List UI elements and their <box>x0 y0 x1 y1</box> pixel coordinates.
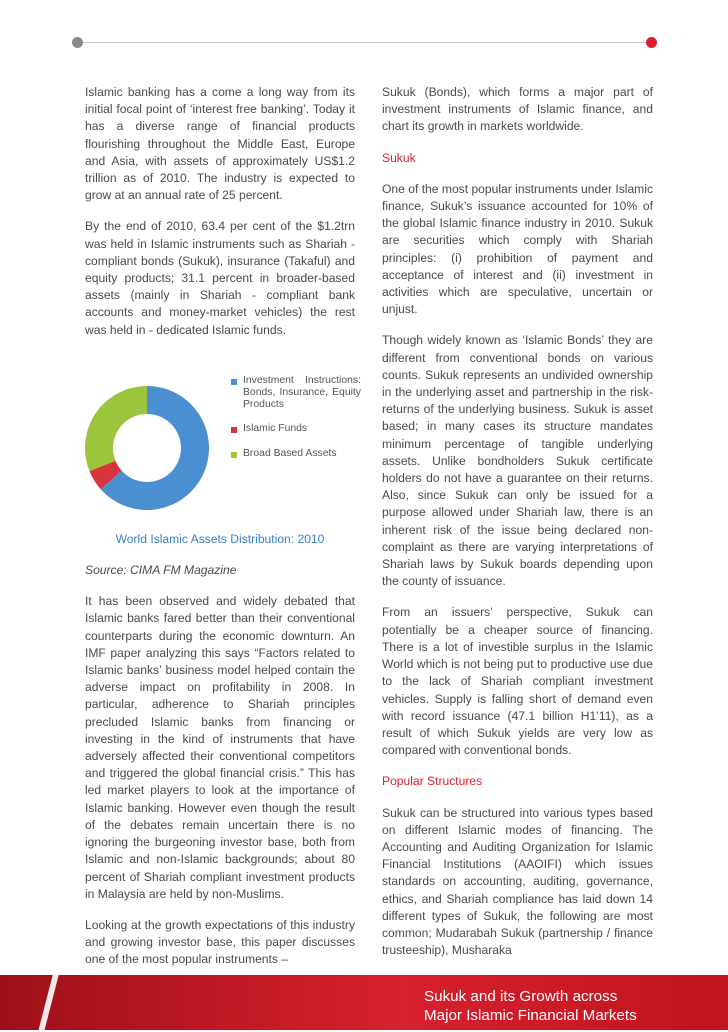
legend-item-broad <box>231 448 361 460</box>
left-paragraph-2: By the end of 2010, 63.4 per cent of the $1.2trn was held in Islamic instruments such as Shariah - compliant bonds (Sukuk), insurance (Takaful) and equity products; 31.1 percent in broader-based assets (mainly in Shariah - compliant bank accounts and money-market vehicles) the rest was held in - dedicated Islamic funds. <box>85 219 355 337</box>
heading-sukuk: Sukuk <box>382 150 416 165</box>
header-dot-left <box>72 37 83 48</box>
legend-swatch-green <box>231 452 237 458</box>
legend-item-funds <box>231 423 361 435</box>
header-dot-right <box>646 37 657 48</box>
right-paragraph-3: Though widely known as ‘Islamic Bonds’ they are different from conventional bonds on various counts. Sukuk represents an undivided ownership in the underlying asset and partnership in the risk-returns of the underlying business. Sukuk is asset based; in many cases its structure mandates minimum percentage of tangible underlying assets. Unlike bondholders Sukuk certificate holders do not have a guarantee on their returns. Also, since Sukuk can only be issued for a purpose allowed under Shariah law, there is an inherent risk of the issue being declared non-complaint as there are varying interpretations of Shariah laws by Sukuk boards depending upon the county of issuance. <box>382 333 653 589</box>
footer-slash-logo <box>38 970 60 1032</box>
header-rule <box>78 42 652 43</box>
footer-title <box>424 987 637 1025</box>
right-paragraph-1: Sukuk (Bonds), which forms a major part of investment instruments of Islamic finance, and chart its growth in markets worldwide. <box>382 85 653 134</box>
heading-popular-structures: Popular Structures <box>382 774 483 789</box>
legend-swatch-blue <box>231 379 237 385</box>
footer-title-line2: Major Islamic Financial Markets <box>424 1007 637 1024</box>
chart-caption: World Islamic Assets Distribution: 2010 <box>115 531 325 546</box>
legend-swatch-red <box>231 427 237 433</box>
left-paragraph-4: Looking at the growth expectations of this industry and growing investor base, this paper discusses one of the most popular instruments – <box>85 917 355 967</box>
right-paragraph-2: One of the most popular instruments under Islamic finance, Sukuk’s issuance accounted for 10% of the global Islamic finance industry in 2010. Sukuk are securities which comply with Shariah principles: (i) prohibition of payment and acceptance of interest and (ii) investment in activities which are speculative, uncertain or unjust. <box>382 181 653 317</box>
assets-donut-chart <box>85 365 361 531</box>
right-paragraph-4: From an issuers’ perspective, Sukuk can potentially be a cheaper source of financing. There is a lot of investible surplus in the Islamic World which is not being put to productive use due to the lack of Shariah compliant investment vehicles. Supply is falling short of demand even with record issuance (47.1 billion H1’11), as a result of which Sukuk yields are very low as compared with conventional bonds. <box>382 605 653 758</box>
left-paragraph-3: It has been observed and widely debated that Islamic banks fared better than their conventional counterparts during the economic downturn. An IMF paper analyzing this says “Factors related to Islamic banks’ business model helped contain the adverse impact on profitability in 2008. In particular, adherence to Shariah principles precluded Islamic banks from financing or investing in the kind of instruments that have adversely affected their conventional competitors and triggered the global financial crisis.” This has led market players to look at the importance of Islamic banking. However even though the result of the debates remain uncertain there is no ignoring the burgeoning investor base, both from Islamic and non-Islamic backgrounds; about 80 percent of Shariah compliant investment products in Malaysia are held by non-Muslims. <box>85 594 355 901</box>
left-column <box>85 84 361 983</box>
donut-svg <box>85 365 225 531</box>
right-column <box>382 84 653 973</box>
legend-item-investment <box>231 375 361 412</box>
right-paragraph-5: Sukuk can be structured into various types based on different Islamic modes of financing. The Accounting and Auditing Organization for Islamic Financial Institutions (AAOIFI) which issues standards on accounting, auditing, governance, ethics, and Shariah compliance has laid down 14 different types of Sukuk, the following are most common; Mudarabah Sukuk (partnership / finance trusteeship), Musharaka <box>382 805 653 958</box>
legend-label-funds: Islamic Funds <box>243 423 308 435</box>
chart-legend <box>231 375 361 472</box>
legend-label-investment: Investment Instructions: Bonds, Insurance, Equity Products <box>243 374 361 411</box>
chart-source: Source: CIMA FM Magazine <box>85 563 237 578</box>
donut-slice-broad <box>85 386 147 471</box>
legend-label-broad: Broad Based Assets <box>243 447 337 459</box>
left-paragraph-1: Islamic banking has a come a long way from its initial focal point of ‘interest free banking’. Today it has a diverse range of financial products flourishing throughout the Middle East, Europe and Asia, with assets of approximately US$1.2 trillion as of 2010. The industry is expected to grow at an annual rate of 25 percent. <box>85 85 355 203</box>
footer-title-line1: Sukuk and its Growth across <box>424 988 618 1005</box>
